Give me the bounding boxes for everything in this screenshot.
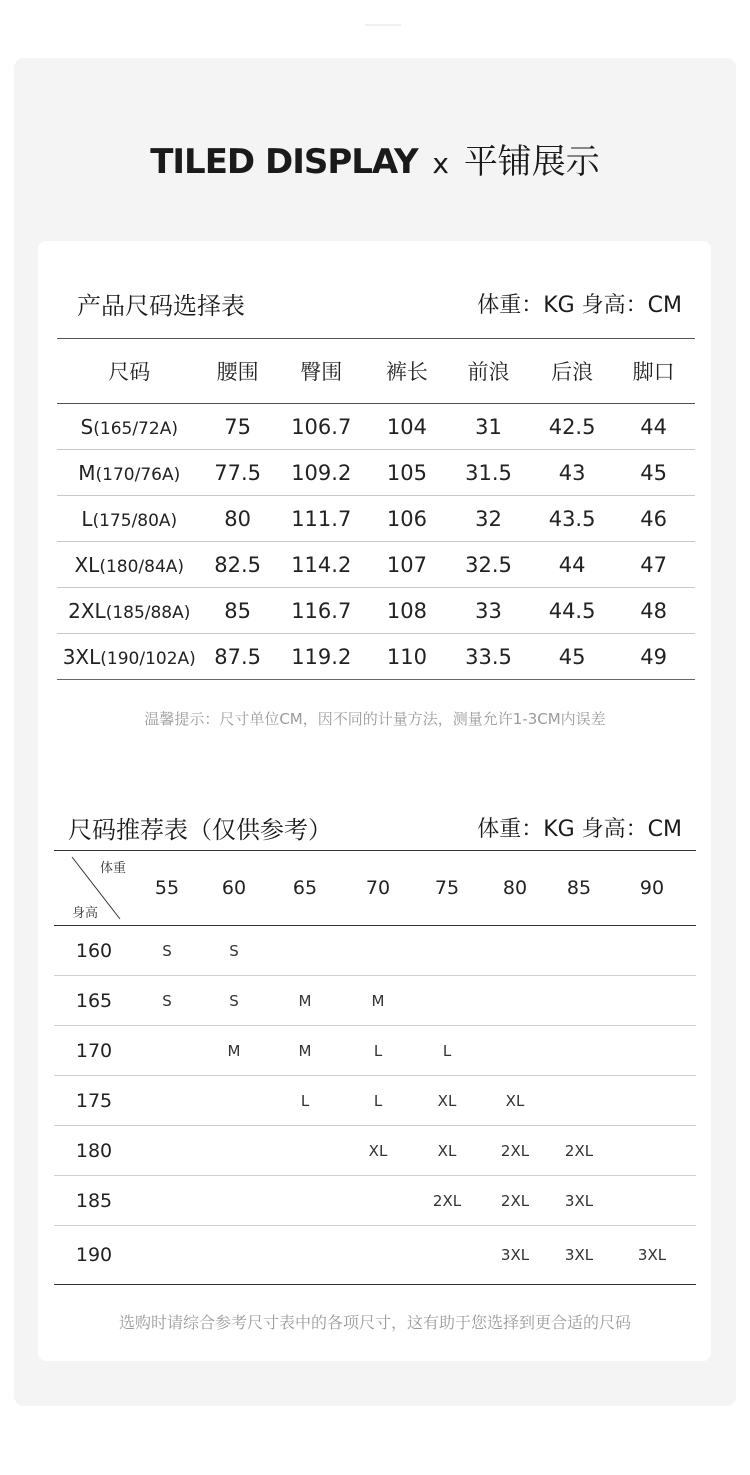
size-code: 3XL: [62, 644, 101, 669]
size-label-cell: [57, 404, 202, 450]
size-header-cell: 臀围: [300, 360, 343, 384]
size-value-cell: 110: [369, 634, 445, 680]
weight-header-cell: 60: [221, 877, 247, 899]
size-row: [57, 588, 695, 634]
size-spec: (185/88A): [105, 602, 191, 623]
size-table-title: 产品尺码选择表: [77, 292, 245, 320]
size-header-cell: 裤长: [385, 360, 428, 384]
size-value-cell: 31: [445, 404, 532, 450]
recommend-size-cell: S: [200, 926, 268, 976]
size-table-unit: 体重：KG 身高：CM: [477, 293, 682, 318]
recommend-table-unit: 体重：KG 身高：CM: [477, 817, 682, 842]
recommend-size-cell: [608, 976, 696, 1026]
recommend-size-cell: S: [134, 976, 200, 1026]
size-value-cell: 45: [532, 634, 613, 680]
recommend-size-cell: [414, 926, 480, 976]
size-label-cell: [57, 496, 202, 542]
size-spec: (190/102A): [100, 648, 196, 669]
recommend-size-cell: XL: [480, 1076, 550, 1126]
size-value-cell: 80: [202, 496, 274, 542]
recommend-size-cell: [608, 1026, 696, 1076]
weight-header-cell: 55: [154, 877, 180, 899]
size-value-cell: 42.5: [532, 404, 613, 450]
size-value-cell: 46: [612, 496, 695, 542]
recommend-size-cell: 3XL: [550, 1176, 608, 1226]
recommend-size-cell: [550, 1026, 608, 1076]
size-header-cell: 尺码: [108, 360, 151, 384]
size-value-cell: 116.7: [274, 588, 369, 634]
height-cell: 190: [54, 1226, 134, 1285]
size-row: [57, 450, 695, 496]
recommend-size-cell: [414, 976, 480, 1026]
size-value-cell: 44: [532, 542, 613, 588]
size-table-header: [57, 339, 695, 404]
recommend-size-cell: XL: [342, 1126, 414, 1176]
recommend-size-cell: [134, 1126, 200, 1176]
height-cell: 170: [54, 1026, 134, 1076]
recommend-size-cell: [134, 1026, 200, 1076]
recommend-size-cell: [608, 1076, 696, 1126]
size-value-cell: 47: [612, 542, 695, 588]
height-cell: 165: [54, 976, 134, 1026]
weight-header-cell: 65: [292, 877, 318, 899]
recommend-size-cell: M: [268, 1026, 342, 1076]
size-code: M: [78, 460, 96, 485]
recommend-size-cell: [134, 1176, 200, 1226]
height-cell: 160: [54, 926, 134, 976]
size-value-cell: 77.5: [202, 450, 274, 496]
size-label-cell: [57, 450, 202, 496]
size-value-cell: 33: [445, 588, 532, 634]
size-code: XL: [74, 552, 100, 577]
size-code: 2XL: [68, 598, 106, 623]
recommend-table-title: 尺码推荐表（仅供参考）: [68, 816, 332, 844]
size-row: [57, 542, 695, 588]
size-value-cell: 119.2: [274, 634, 369, 680]
weight-header-cell: 70: [365, 877, 391, 899]
size-value-cell: 85: [202, 588, 274, 634]
recommend-size-cell: [550, 926, 608, 976]
recommend-size-cell: L: [414, 1026, 480, 1076]
recommend-size-cell: [268, 1126, 342, 1176]
size-spec: (180/84A): [99, 556, 185, 577]
corner-height-label: 身高: [72, 906, 99, 921]
recommend-size-cell: [608, 926, 696, 976]
size-value-cell: 108: [369, 588, 445, 634]
size-header-cell: 后浪: [551, 360, 594, 384]
size-value-cell: 109.2: [274, 450, 369, 496]
recommend-size-cell: [414, 1226, 480, 1285]
size-label-cell: [57, 634, 202, 680]
recommend-size-cell: L: [268, 1076, 342, 1126]
title-separator: x: [432, 147, 449, 180]
recommend-size-cell: M: [268, 976, 342, 1026]
recommend-row: [54, 976, 696, 1026]
size-label-cell: [57, 588, 202, 634]
size-value-cell: 44: [612, 404, 695, 450]
size-value-cell: 33.5: [445, 634, 532, 680]
recommend-size-cell: [480, 1026, 550, 1076]
recommend-size-cell: [480, 976, 550, 1026]
recommend-note: 选购时请综合参考尺寸表中的各项尺寸，这有助于您选择到更合适的尺码: [118, 1313, 631, 1332]
size-value-cell: 75: [202, 404, 274, 450]
corner-weight-label: 体重: [99, 861, 126, 876]
height-cell: 180: [54, 1126, 134, 1176]
weight-header-cell: 75: [434, 877, 460, 899]
size-value-cell: 49: [612, 634, 695, 680]
size-value-cell: 114.2: [274, 542, 369, 588]
recommend-size-cell: [268, 926, 342, 976]
recommend-size-cell: 3XL: [608, 1226, 696, 1285]
page-title: [0, 140, 750, 186]
size-value-cell: 106: [369, 496, 445, 542]
size-value-cell: 45: [612, 450, 695, 496]
title-chinese: 平铺展示: [463, 142, 600, 182]
size-value-cell: 32.5: [445, 542, 532, 588]
recommend-size-cell: S: [134, 926, 200, 976]
recommend-size-cell: 2XL: [550, 1126, 608, 1176]
size-value-cell: 87.5: [202, 634, 274, 680]
recommend-size-cell: L: [342, 1076, 414, 1126]
height-cell: 175: [54, 1076, 134, 1126]
recommend-size-cell: [134, 1076, 200, 1126]
recommend-size-cell: [342, 926, 414, 976]
recommend-row: [54, 1026, 696, 1076]
recommend-size-cell: [342, 1226, 414, 1285]
size-value-cell: 111.7: [274, 496, 369, 542]
recommend-size-cell: [200, 1126, 268, 1176]
size-code: S: [80, 414, 94, 439]
recommend-size-cell: 3XL: [550, 1226, 608, 1285]
size-value-cell: 107: [369, 542, 445, 588]
recommend-row: [54, 1176, 696, 1226]
weight-header-cell: 90: [639, 877, 665, 899]
size-header-cell: 前浪: [467, 360, 510, 384]
recommend-size-cell: S: [200, 976, 268, 1026]
weight-header-cell: 85: [566, 877, 592, 899]
size-value-cell: 43: [532, 450, 613, 496]
recommend-row: [54, 1226, 696, 1285]
recommend-size-cell: [550, 1076, 608, 1126]
size-header-cell: 腰围: [216, 360, 259, 384]
size-value-cell: 31.5: [445, 450, 532, 496]
recommend-size-cell: L: [342, 1026, 414, 1076]
size-value-cell: 82.5: [202, 542, 274, 588]
recommend-size-cell: 3XL: [480, 1226, 550, 1285]
size-value-cell: 105: [369, 450, 445, 496]
recommend-size-cell: 2XL: [414, 1176, 480, 1226]
size-label-cell: [57, 542, 202, 588]
size-value-cell: 104: [369, 404, 445, 450]
size-header-cell: 脚口: [632, 360, 675, 384]
size-row: [57, 496, 695, 542]
recommend-size-cell: [200, 1176, 268, 1226]
size-table: [57, 338, 695, 680]
recommend-size-cell: [200, 1076, 268, 1126]
size-value-cell: 48: [612, 588, 695, 634]
recommend-size-cell: M: [200, 1026, 268, 1076]
size-value-cell: 106.7: [274, 404, 369, 450]
size-code: L: [81, 506, 93, 531]
recommend-size-cell: XL: [414, 1076, 480, 1126]
recommend-row: [54, 1126, 696, 1176]
size-row: [57, 634, 695, 680]
recommend-size-cell: [268, 1176, 342, 1226]
size-note: 温馨提示：尺寸单位CM，因不同的计量方法，测量允许1-3CM内误差: [144, 710, 606, 728]
recommend-size-cell: [608, 1126, 696, 1176]
recommend-size-cell: XL: [414, 1126, 480, 1176]
recommend-size-cell: 2XL: [480, 1176, 550, 1226]
recommend-row: [54, 926, 696, 976]
size-value-cell: 44.5: [532, 588, 613, 634]
size-spec: (175/80A): [92, 510, 178, 531]
recommend-size-cell: [268, 1226, 342, 1285]
recommend-table-header: [54, 851, 696, 926]
recommend-size-cell: [134, 1226, 200, 1285]
height-cell: 185: [54, 1176, 134, 1226]
recommend-size-cell: [342, 1176, 414, 1226]
size-spec: (170/76A): [95, 464, 181, 485]
title-english: TILED DISPLAY: [150, 142, 418, 182]
size-value-cell: 43.5: [532, 496, 613, 542]
size-spec: (165/72A): [93, 418, 178, 439]
size-row: [57, 404, 695, 450]
recommend-size-cell: [608, 1176, 696, 1226]
recommend-size-cell: [480, 926, 550, 976]
recommend-size-cell: 2XL: [480, 1126, 550, 1176]
weight-header-cell: 80: [502, 877, 528, 899]
recommend-size-cell: [200, 1226, 268, 1285]
recommend-row: [54, 1076, 696, 1126]
top-divider-mark: [365, 24, 401, 26]
size-value-cell: 32: [445, 496, 532, 542]
recommend-table: [54, 850, 696, 1285]
corner-cell: [54, 851, 134, 926]
recommend-size-cell: [550, 976, 608, 1026]
recommend-size-cell: M: [342, 976, 414, 1026]
